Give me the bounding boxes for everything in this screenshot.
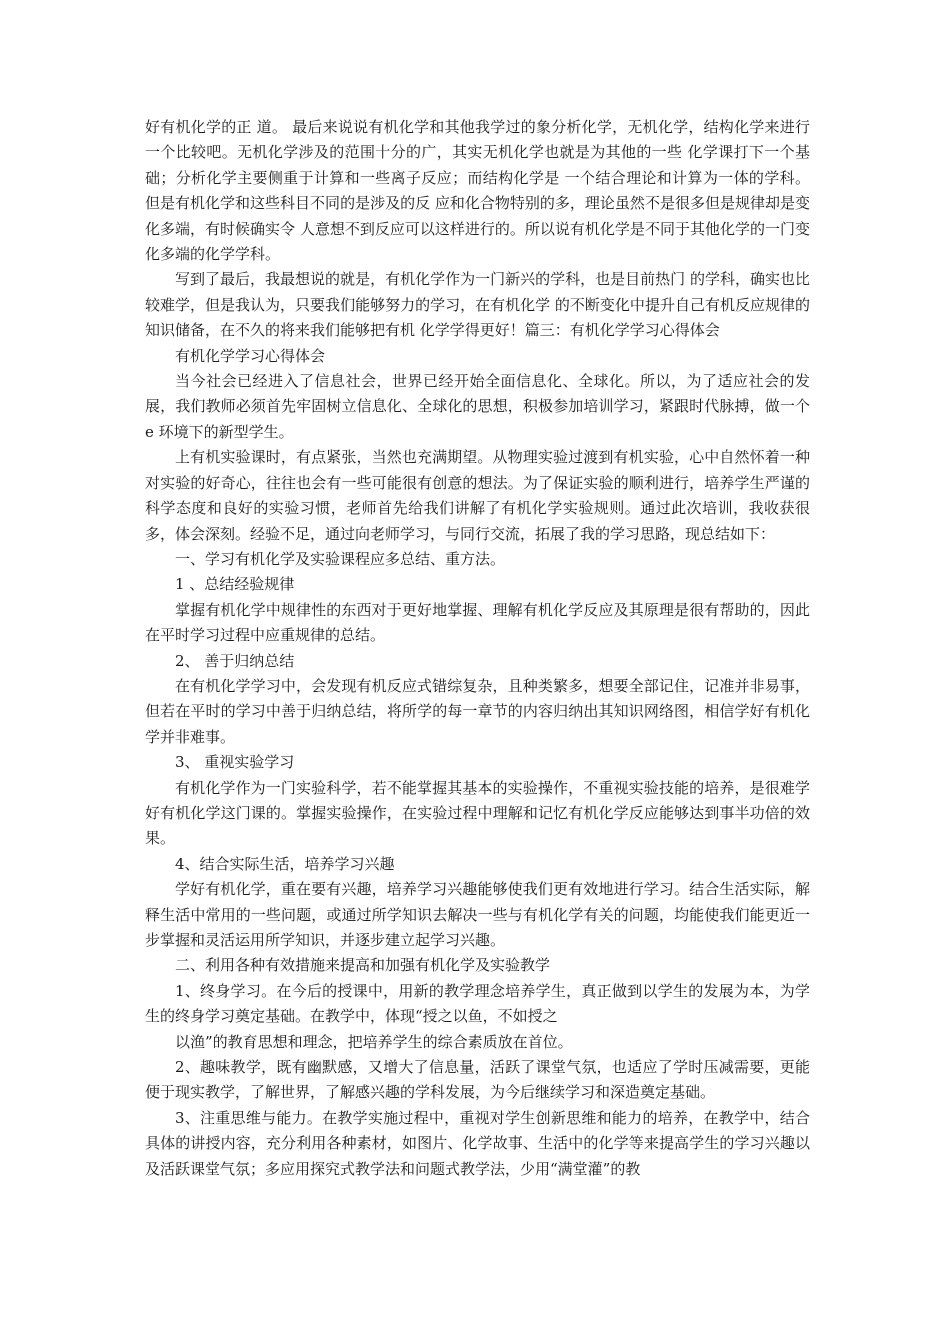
paragraph-lifelong: 1、终身学习。在今后的授课中，用新的教学理念培养学生，真正做到以学生的发展为本，为学生的终身学习奠定基础。在教学中，体现“授之以鱼，不如授之 — [145, 981, 810, 1026]
paragraph-conclusion: 写到了最后，我最想说的就是，有机化学作为一门新兴的学科，也是目前热门 的学科，确实也比较难学，但是我认为，只要我们能够努力的学习，在有机化学 的不断变化中提升自己有机反应规律的知识储备，在不久的将来我们能够把有机 化学学得更好！篇三：有机化学学习心得体会 — [145, 270, 810, 340]
paragraph-experiment: 有机化学作为一门实验科学，若不能掌握其基本的实验操作，不重视实验技能的培养，是很难学好有机化学这门课的。掌握实验操作，在实验过程中理解和记忆有机化学反应能够达到事半功倍的效果。 — [145, 778, 810, 848]
document-body — [145, 115, 810, 1182]
paragraph-thinking: 3、注重思维与能力。在教学实施过程中，重视对学生创新思维和能力的培养，在教学中，结合具体的讲授内容，充分利用各种素材，如图片、化学故事、生活中的化学等来提高学生的学习兴趣以及活跃课堂气氛；多应用探究式教学法和问题式教学法，少用“满堂灌”的教 — [145, 1108, 810, 1178]
heading-part-two: 二、利用各种有效措施来提高和加强有机化学及实验教学 — [175, 956, 551, 975]
subheading-3: 3、 重视实验学习 — [175, 753, 295, 772]
paragraph-summarize: 在有机化学学习中，会发现有机反应式错综复杂，且种类繁多，想要全部记住，记准并非易事，但若在平时的学习中善于归纳总结，将所学的每一章节的内容归纳出其知识网络图，相信学好有机化学并非难事。 — [145, 676, 810, 746]
subheading-4: 4、结合实际生活，培养学习兴趣 — [175, 854, 395, 873]
subheading-1: 1 、总结经验规律 — [175, 575, 295, 594]
paragraph-lifelong-cont: 以渔”的教育思想和理念，把培养学生的综合素质放在首位。 — [175, 1032, 573, 1051]
paragraph-rules: 掌握有机化学中规律性的东西对于更好地掌握、理解有机化学反应及其原理是很有帮助的，因此在平时学习过程中应重规律的总结。 — [145, 600, 810, 645]
paragraph-intro: 当今社会已经进入了信息社会，世界已经开始全面信息化、全球化。所以，为了适应社会的发展，我们教师必须首先牢固树立信息化、全球化的思想，积极参加培训学习，紧跟时代脉搏，做一个 e 环境下的新型学生。 — [145, 372, 810, 441]
heading-part-one: 一、学习有机化学及实验课程应多总结、重方法。 — [175, 549, 506, 568]
section-title: 有机化学学习心得体会 — [175, 346, 326, 365]
paragraph-lab-class: 上有机实验课时，有点紧张，当然也充满期望。从物理实验过渡到有机实验，心中自然怀着一种对实验的好奇心，往往也会有一些可能很有创意的想法。为了保证实验的顺利进行，培养学生严谨的科学态度和良好的实验习惯，老师首先给我们讲解了有机化学实验规则。通过此次培训，我收获很多，体会深刻。经验不足，通过向老师学习，与同行交流，拓展了我的学习思路，现总结如下： — [145, 448, 810, 543]
subheading-2: 2、 善于归纳总结 — [175, 651, 295, 670]
paragraph-comparison: 好有机化学的正 道。 最后来说说有机化学和其他我学过的象分析化学，无机化学，结构化学来进行 一个比较吧。无机化学涉及的范围十分的广，其实无机化学也就是为其他的一些 化学课打下一个基础；分析化学主要侧重于计算和一些离子反应；而结构化学是 一个结合理论和计算为一体的学科。 但是有机化学和这些科目不同的是涉及的反 应和化合物特别的多，理论虽然不是很多但是规律却是变化多端，有时候确实令 人意想不到反应可以这样进行的。所以说有机化学是不同于其他化学的一门变化多端的化学学科。 — [145, 118, 810, 264]
paragraph-fun-teaching: 2、趣味教学，既有幽默感，又增大了信息量，活跃了课堂气氛，也适应了学时压减需要，更能便于现实教学，了解世界，了解感兴趣的学科发展，为今后继续学习和深造奠定基础。 — [145, 1058, 810, 1102]
paragraph-interest: 学好有机化学，重在要有兴趣，培养学习兴趣能够使我们更有效地进行学习。结合生活实际，解释生活中常用的一些问题，或通过所学知识去解决一些与有机化学有关的问题，均能使我们能更近一步掌握和灵活运用所学知识，并逐步建立起学习兴趣。 — [145, 880, 810, 949]
